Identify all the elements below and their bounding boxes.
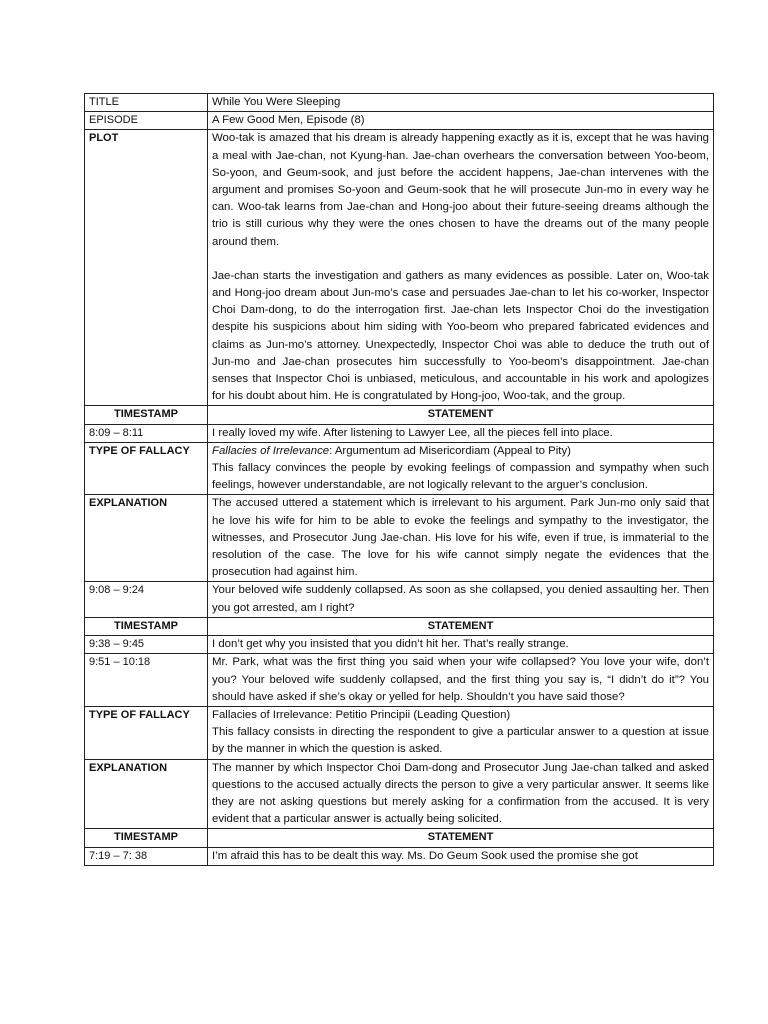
fallacy-category: Fallacies of Irrelevance [212, 444, 330, 457]
table-row-statement [85, 654, 714, 707]
table-row-statement [85, 847, 714, 865]
explanation-label: EXPLANATION [85, 495, 208, 582]
timestamp-cell: 7:19 – 7: 38 [85, 847, 208, 865]
title-label: TITLE [85, 94, 208, 112]
fallacy-value [208, 442, 714, 495]
fallacy-type: : Argumentum ad Misericordiam (Appeal to Pity) [329, 444, 571, 457]
fallacy-description: This fallacy consists in directing the respondent to give a particular answer to a question at issue by the manner in which the question is asked. [212, 726, 709, 756]
fallacy-value [208, 706, 714, 759]
statement-header: STATEMENT [208, 617, 714, 635]
statement-cell: Your beloved wife suddenly collapsed. As soon as she collapsed, you denied assaulting her. Then you got arrested, am I right? [208, 582, 714, 617]
statement-cell: I’m afraid this has to be dealt this way. Ms. Do Geum Sook used the promise she got [208, 847, 714, 865]
fallacy-label: TYPE OF FALLACY [85, 442, 208, 495]
table-row-fallacy [85, 706, 714, 759]
episode-label: EPISODE [85, 112, 208, 130]
statement-header: STATEMENT [208, 829, 714, 847]
timestamp-cell: 9:51 – 10:18 [85, 654, 208, 707]
table-header-row [85, 829, 714, 847]
table-header-row [85, 617, 714, 635]
timestamp-cell: 9:38 – 9:45 [85, 636, 208, 654]
table-row-statement [85, 636, 714, 654]
statement-cell: I don’t get why you insisted that you didn’t hit her. That’s really strange. [208, 636, 714, 654]
statement-cell: I really loved my wife. After listening to Lawyer Lee, all the pieces fell into place. [208, 424, 714, 442]
table-row-explanation [85, 495, 714, 582]
timestamp-header: TIMESTAMP [85, 617, 208, 635]
plot-paragraph-1: Woo-tak is amazed that his dream is already happening exactly as it is, except that he was having a meal with Jae-chan, not Kyung-han. Jae-chan overhears the conversation between Yoo-beom, So-yoon, and Geum-sook, and just before the accident happens, Jae-chan intervenes with the argument and promises So-yoon and Geum-sook that he will prosecute Jun-mo in every way he can. Woo-tak learns from Jae-chan and Hong-joo about their future-seeing dreams although the trio is still curious why they were the ones chosen to have the dreams out of the many people around them. [212, 132, 709, 248]
explanation-value: The accused uttered a statement which is irrelevant to his argument. Park Jun-mo only said that he love his wife for him to be able to evoke the feelings and sympathy to the investigator, the witnesses, and Prosecutor Jung Jae-chan. His love for his wife, even if true, is immaterial to the resolution of the case. The love for his wife cannot simply negate the evidences that the prosecution had against him. [208, 495, 714, 582]
plot-value [208, 130, 714, 406]
fallacy-label: TYPE OF FALLACY [85, 706, 208, 759]
episode-analysis-table [84, 93, 714, 866]
table-header-row [85, 406, 714, 424]
table-row-explanation [85, 759, 714, 829]
title-value: While You Were Sleeping [208, 94, 714, 112]
explanation-label: EXPLANATION [85, 759, 208, 829]
statement-cell: Mr. Park, what was the first thing you said when your wife collapsed? You love your wife, don’t you? Your beloved wife suddenly collapsed, and the first thing you say is, “I didn’t do it”? You should have asked if she’s okay or yelled for help. Shouldn’t you have said those? [208, 654, 714, 707]
plot-label: PLOT [85, 130, 208, 406]
fallacy-description: This fallacy convinces the people by evoking feelings of compassion and sympathy when such feelings, however understandable, are not logically relevant to the arguer’s conclusion. [212, 462, 709, 492]
episode-value: A Few Good Men, Episode (8) [208, 112, 714, 130]
table-row-statement [85, 424, 714, 442]
timestamp-header: TIMESTAMP [85, 829, 208, 847]
timestamp-header: TIMESTAMP [85, 406, 208, 424]
table-row-plot [85, 130, 714, 406]
table-row-fallacy [85, 442, 714, 495]
fallacy-type: Fallacies of Irrelevance: Petitio Principii (Leading Question) [212, 708, 511, 721]
plot-paragraph-2: Jae-chan starts the investigation and gathers as many evidences as possible. Later on, Woo-tak and Hong-joo dream about Jun-mo’s case and persuades Jae-chan to let his co-worker, Inspector Choi Dam-dong, to do the interrogation first. Jae-chan lets Inspector Choi do the investigation despite his suspicions about him siding with Yoo-beom who prepared fabricated evidences and claims as Jun-mo’s attorney. Unexpectedly, Inspector Choi was able to deduce the truth out of Jun-mo and Jae-chan prosecutes him successfully to Yoo-beom’s disappointment. Jae-chan senses that Inspector Choi is unbiased, meticulous, and accountable in his work and apologizes for his doubt about him. He is congratulated by Hong-joo, Woo-tak, and the group. [212, 269, 709, 403]
statement-header: STATEMENT [208, 406, 714, 424]
table-row-title [85, 94, 714, 112]
fallacy-type-line [212, 443, 709, 460]
table-row-statement [85, 582, 714, 617]
timestamp-cell: 8:09 – 8:11 [85, 424, 208, 442]
document-page [84, 93, 714, 866]
table-row-episode [85, 112, 714, 130]
timestamp-cell: 9:08 – 9:24 [85, 582, 208, 617]
explanation-value: The manner by which Inspector Choi Dam-dong and Prosecutor Jung Jae-chan talked and asked questions to the accused actually directs the person to give a very particular answer. It seems like they are not asking questions but merely asking for a confirmation from the accused. It is very evident that a particular answer is actually being solicited. [208, 759, 714, 829]
